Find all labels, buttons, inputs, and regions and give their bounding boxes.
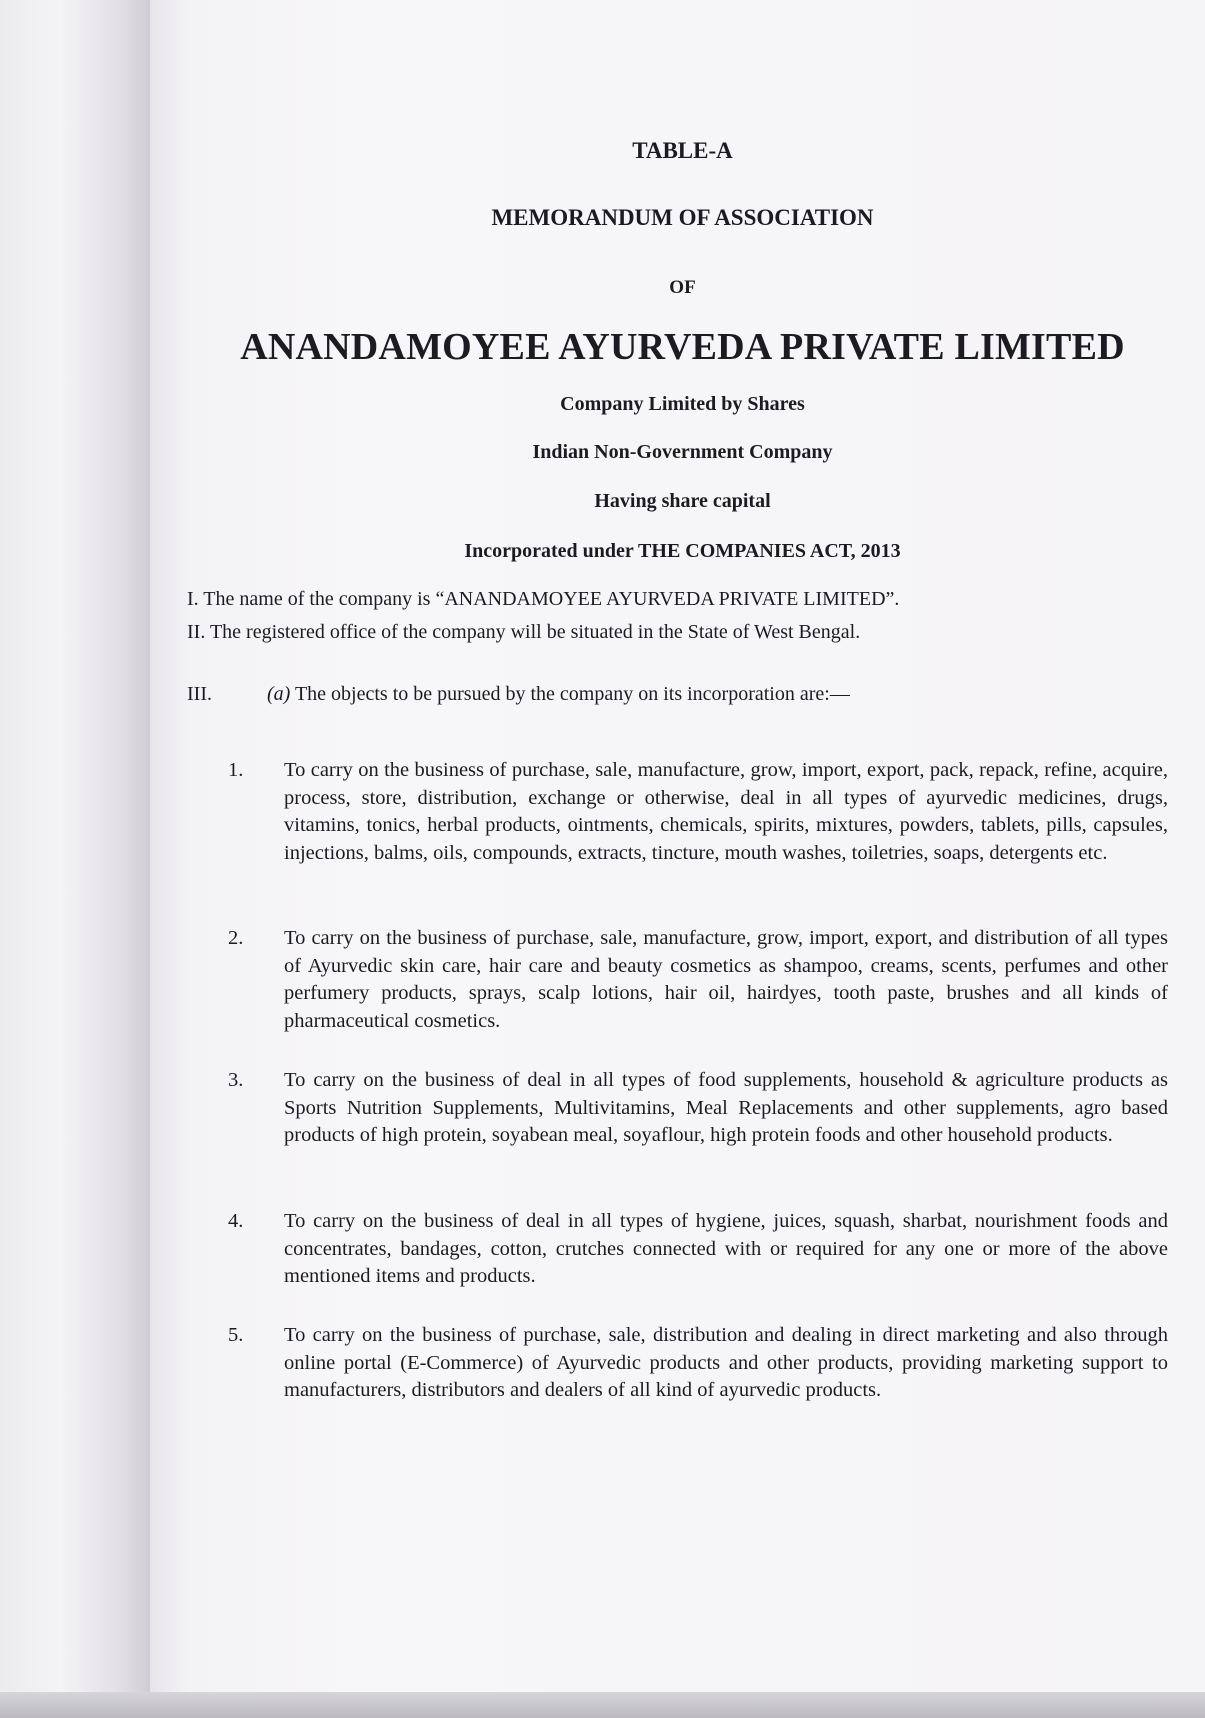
company-name-title: ANANDAMOYEE AYURVEDA PRIVATE LIMITED (240, 326, 1125, 368)
subtitle-share-capital: Having share capital (594, 490, 771, 512)
subtitle-incorporation-act: Incorporated under THE COMPANIES ACT, 2013 (464, 540, 901, 562)
object-item (228, 1067, 1168, 1150)
object-item-number: 2. (228, 927, 244, 949)
clause-objects-label: (a) (267, 683, 291, 705)
of-heading: OF (669, 277, 696, 298)
object-item-text: To carry on the business of purchase, sale, manufacture, grow, import, export, pack, repack, refine, acquire, process, store, distribution, exchange or otherwise, deal in all types of ayurvedic medicines, drugs, vitamins, tonics, herbal products, ointments, chemicals, spirits, mixtures, powders, tablets, pills, capsules, injections, balms, oils, compounds, extracts, tincture, mouth washes, toiletries, soaps, detergents etc. (284, 759, 1168, 864)
object-item-text: To carry on the business of deal in all types of hygiene, juices, squash, sharbat, nourishment foods and concentrates, bandages, cotton, crutches connected with or required for any one or more of the above mentioned items and products. (284, 1210, 1168, 1287)
subtitle-company-category: Indian Non-Government Company (532, 441, 833, 463)
object-item-text: To carry on the business of purchase, sale, distribution and dealing in direct marketing and also through online portal (E-Commerce) of Ayurvedic products and other products, providing marketing support to manufacturers, distributors and dealers of all kind of ayurvedic products. (284, 1324, 1168, 1401)
object-item-number: 3. (228, 1069, 244, 1091)
page-binding-shadow (0, 0, 150, 1718)
table-heading: TABLE-A (632, 138, 733, 163)
object-item-text: To carry on the business of deal in all types of food supplements, household & agriculture products as Sports Nutrition Supplements, Multivitamins, Meal Replacements and other supplements, agro based products of high protein, soyabean meal, soyaflour, high protein foods and other household products. (284, 1069, 1168, 1146)
object-item-number: 1. (228, 759, 244, 781)
object-item-number: 4. (228, 1210, 244, 1232)
scan-bottom-edge (0, 1692, 1205, 1718)
subtitle-company-type: Company Limited by Shares (560, 393, 805, 415)
object-item-number: 5. (228, 1324, 244, 1346)
clause-objects (187, 683, 1167, 706)
object-item-text: To carry on the business of purchase, sale, manufacture, grow, import, export, and distribution of all types of Ayurvedic skin care, hair care and beauty cosmetics as shampoo, creams, scents, perfumes and other perfumery products, sprays, scalp lotions, hair oil, hairdyes, tooth paste, brushes and all kinds of pharmaceutical cosmetics. (284, 927, 1168, 1032)
clause-name: I. The name of the company is “ANANDAMOYEE AYURVEDA PRIVATE LIMITED”. (187, 588, 900, 610)
clause-objects-number: III. (187, 683, 212, 705)
object-item (228, 1322, 1168, 1405)
object-item (228, 1208, 1168, 1291)
object-item (228, 925, 1168, 1035)
clause-objects-text: The objects to be pursued by the company on its incorporation are:— (290, 683, 850, 705)
object-item (228, 757, 1168, 867)
clause-registered-office: II. The registered office of the company will be situated in the State of West Bengal. (187, 621, 861, 643)
memorandum-heading: MEMORANDUM OF ASSOCIATION (491, 205, 874, 230)
